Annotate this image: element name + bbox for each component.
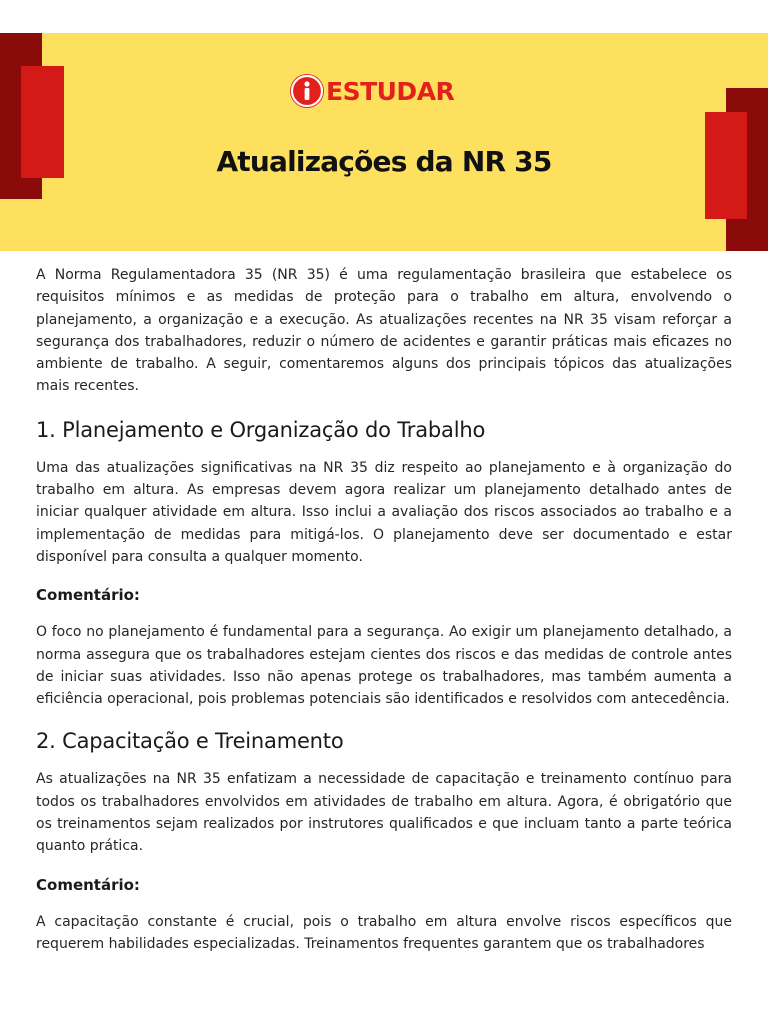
document-body [36, 264, 732, 955]
section-1-comment: O foco no planejamento é fundamental para a segurança. Ao exigir um planejamento detalhado, a norma assegura que os trabalhadores estejam cientes dos riscos e das medidas de controle antes de iniciar suas atividades. Isso não apenas protege os trabalhadores, mas também aumenta a eficiência operacional, pois problemas potenciais são identificados e resolvidos com antecedência. [36, 624, 732, 708]
section-1-comment-label: Comentário: [36, 586, 140, 605]
brand-logo [290, 73, 454, 109]
section-2-comment-label: Comentário: [36, 875, 140, 894]
section-1-paragraph: Uma das atualizações significativas na NR 35 diz respeito ao planejamento e à organização do trabalho em altura. As empresas devem agora realizar um planejamento detalhado antes de iniciar qualquer atividade em altura. Isso inclui a avaliação dos riscos associados ao trabalho e a implementação de medidas para mitigá-los. O planejamento deve ser documentado e estar disponível para consulta a qualquer momento. [36, 459, 732, 565]
section-2-paragraph: As atualizações na NR 35 enfatizam a necessidade de capacitação e treinamento contínuo para todos os trabalhadores envolvidos em atividades de trabalho em altura. Agora, é obrigatório que os treinamentos sejam realizados por instrutores qualificados e que incluam tanto a parte teórica quanto prática. [36, 771, 732, 855]
info-i-icon [290, 74, 324, 108]
section-1-heading: 1. Planejamento e Organização do Trabalho [36, 417, 486, 442]
header-banner [0, 33, 768, 251]
intro-paragraph: A Norma Regulamentadora 35 (NR 35) é uma regulamentação brasileira que estabelece os requisitos mínimos e as medidas de proteção para o trabalho em altura, envolvendo o planejamento, a organização e a execução. As atualizações recentes na NR 35 visam reforçar a segurança dos trabalhadores, reduzir o número de acidentes e garantir práticas mais eficazes no ambiente de trabalho. A seguir, comentaremos alguns dos principais tópicos das atualizações mais recentes. [36, 267, 732, 395]
section-2-heading: 2. Capacitação e Treinamento [36, 729, 344, 754]
logo-text: ESTUDAR [326, 76, 455, 106]
section-2-comment: A capacitação constante é crucial, pois o trabalho em altura envolve riscos específicos que requerem habilidades especializadas. Treinamentos frequentes garantem que os trabalhadores [36, 913, 732, 952]
document-title: Atualizações da NR 35 [216, 145, 552, 178]
